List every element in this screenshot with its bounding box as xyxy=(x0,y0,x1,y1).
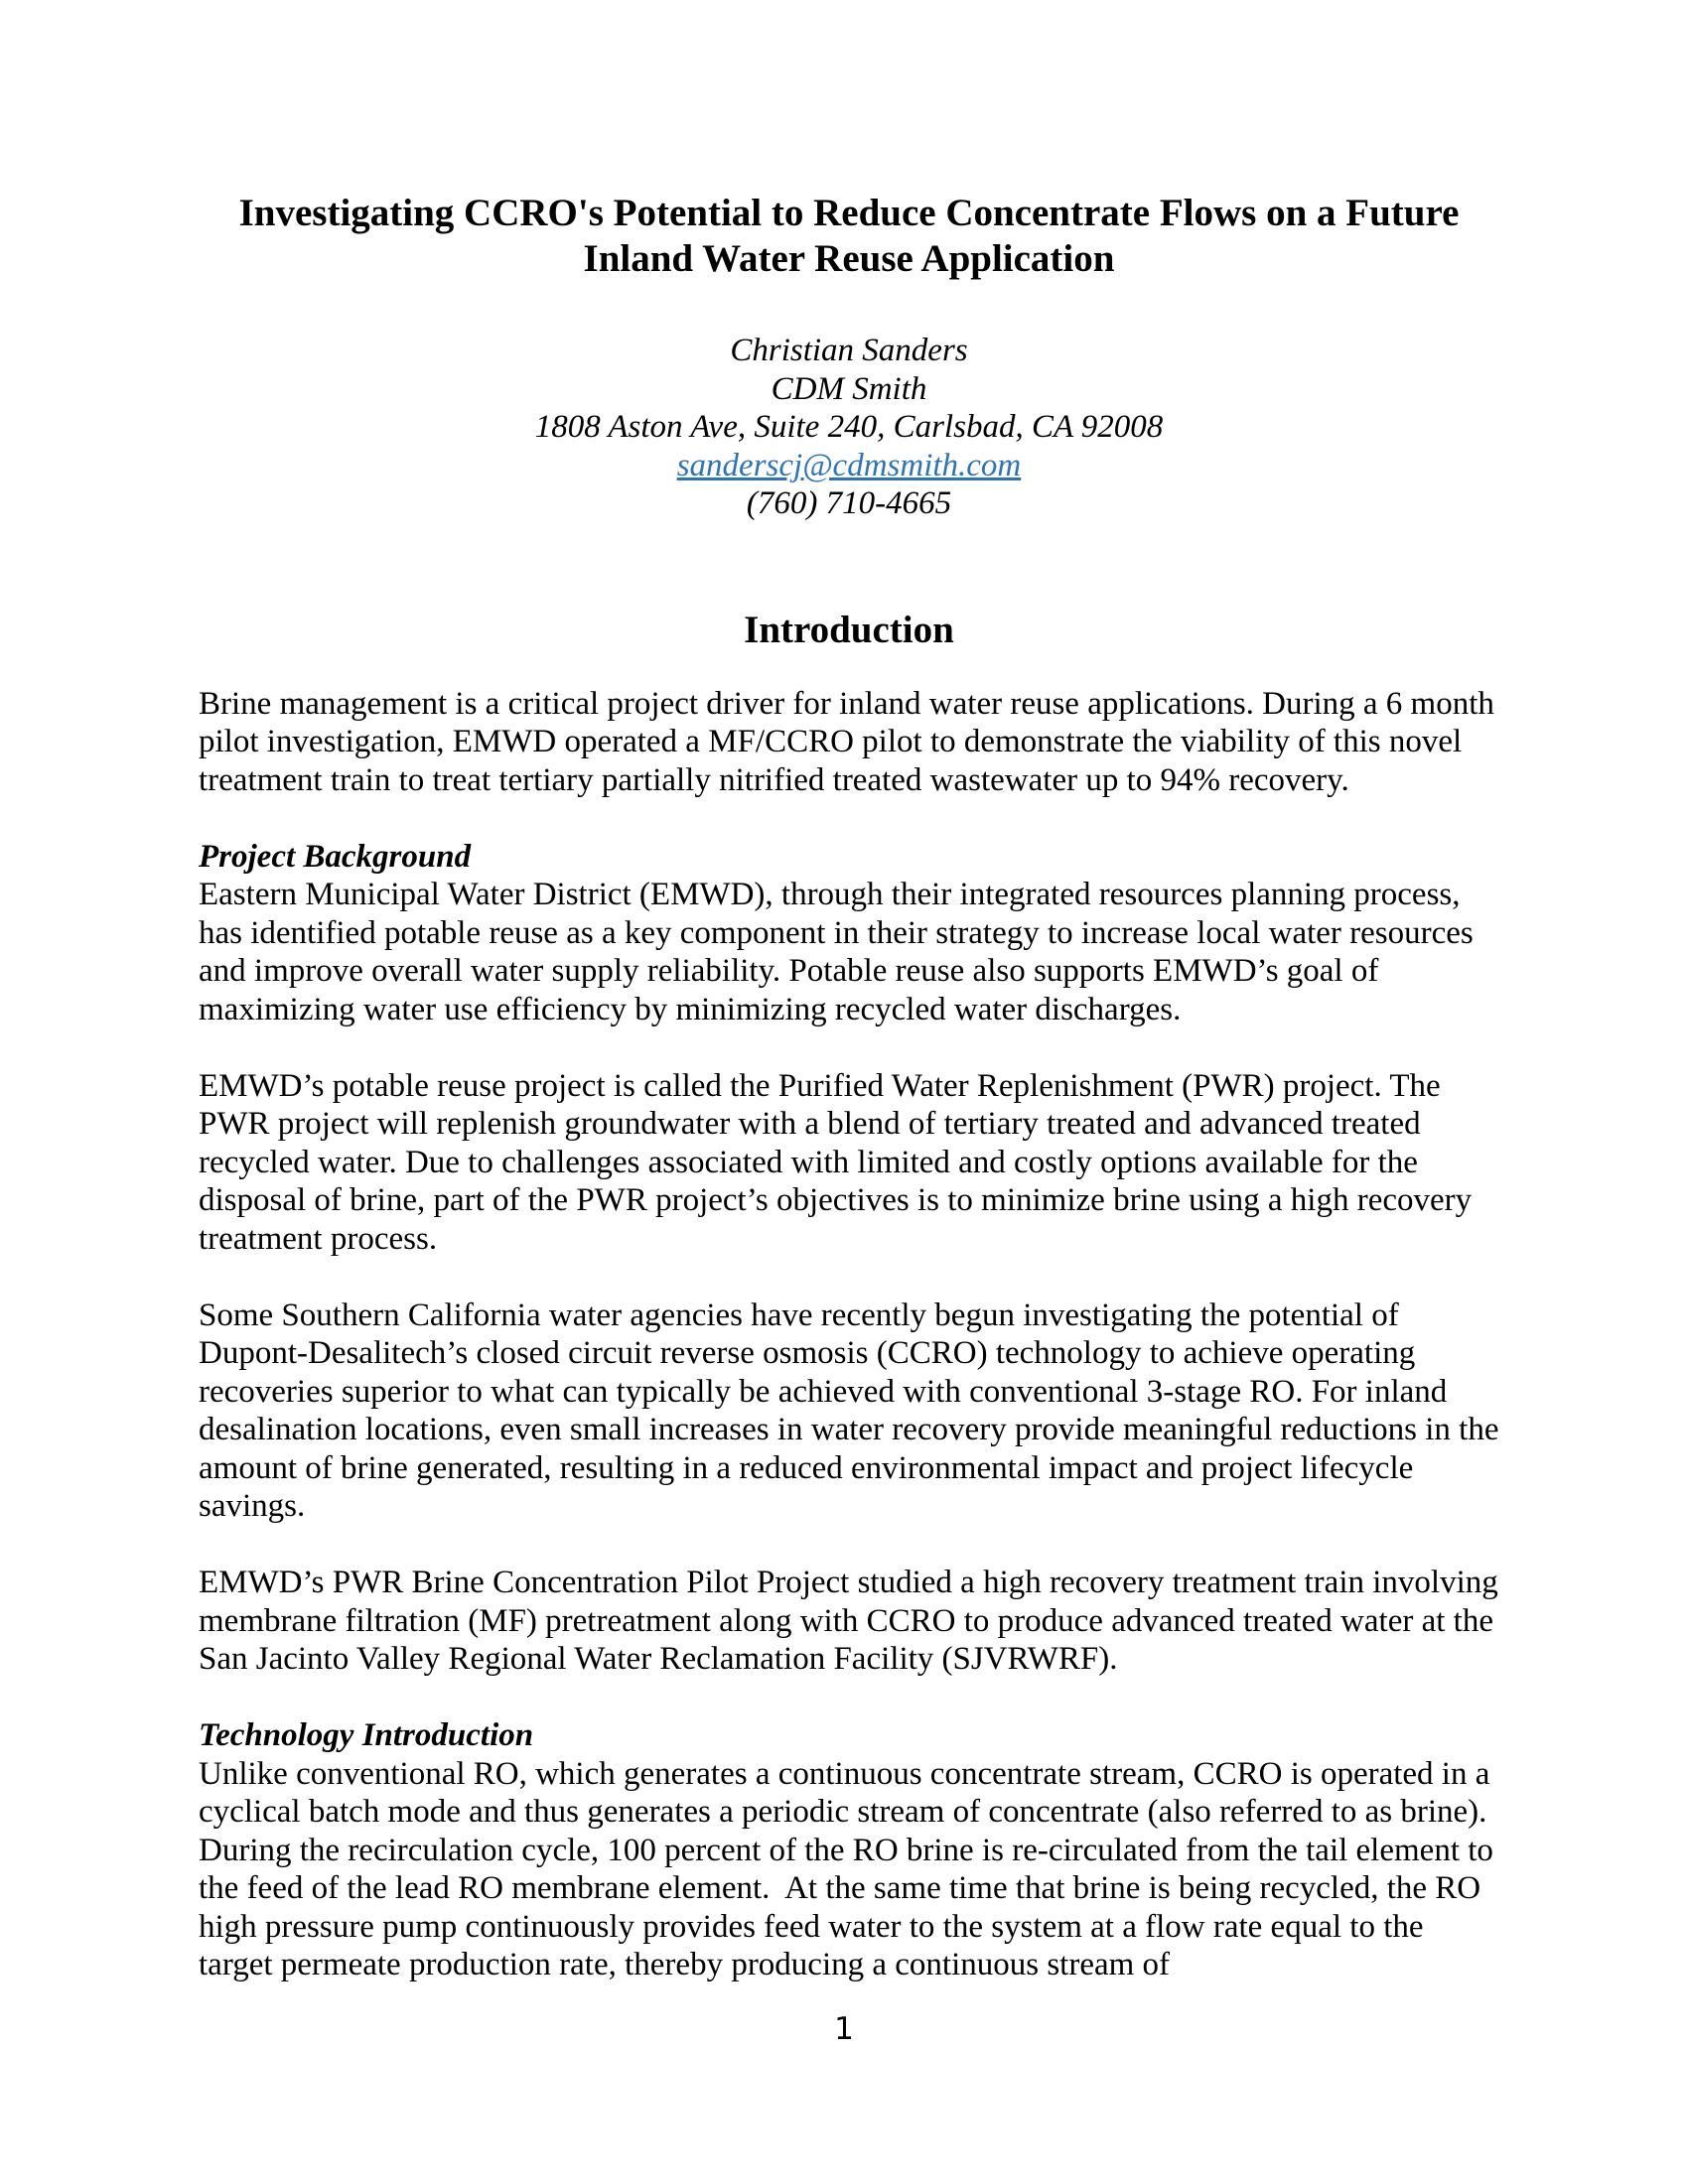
author-email-link[interactable]: sanderscj@cdmsmith.com xyxy=(676,447,1022,483)
paper-title-line-1: Investigating CCRO's Potential to Reduce Concentrate Flows on a Future xyxy=(238,192,1460,234)
section-heading-project-background: Project Background xyxy=(199,838,472,875)
author-block xyxy=(199,332,1499,523)
paragraph-project-background-4: EMWD’s PWR Brine Concentration Pilot Project studied a high recovery treatment train involving membrane filtration (MF) pretreatment along with CCRO to produce advanced treated water at the San Jacinto Valley Regional Water Reclamation Facility (SJVRWRF). xyxy=(199,1565,1506,1677)
paragraph-project-background-2: EMWD’s potable reuse project is called the Purified Water Replenishment (PWR) project. The PWR project will replenish groundwater with a blend of tertiary treated and advanced treated recycled water. Due to challenges associated with limited and costly options available for the disposal of brine, part of the PWR project’s objectives is to minimize brine using a high recovery treatment process. xyxy=(199,1067,1480,1257)
paragraph-project-background-1: Eastern Municipal Water District (EMWD), through their integrated resources planning process, has identified potable reuse as a key component in their strategy to increase local water resources and improve overall water supply reliability. Potable reuse also supports EMWD’s goal of maximizing water use efficiency by minimizing recycled water discharges. xyxy=(199,877,1481,1027)
author-address: 1808 Aston Ave, Suite 240, Carlsbad, CA 92008 xyxy=(534,409,1164,445)
paper-title xyxy=(199,191,1499,282)
author-affiliation: CDM Smith xyxy=(771,370,927,407)
section-heading-introduction: Introduction xyxy=(744,608,954,651)
paragraph-project-background-3: Some Southern California water agencies have recently begun investigating the potential of Dupont-Desalitech’s closed circuit reverse osmosis (CCRO) technology to achieve operating recoveries superior to what can typically be achieved with conventional 3-stage RO. For inland desalination locations, even small increases in water recovery provide meaningful reductions in the amount of brine generated, resulting in a reduced environmental impact and project lifecycle savings. xyxy=(199,1297,1507,1524)
paper-title-line-2: Inland Water Reuse Application xyxy=(583,237,1115,280)
section-heading-technology-introduction: Technology Introduction xyxy=(199,1717,534,1753)
author-phone: (760) 710-4665 xyxy=(746,485,952,521)
paragraph-technology-introduction: Unlike conventional RO, which generates a continuous concentrate stream, CCRO is operated in a cyclical batch mode and thus generates a periodic stream of concentrate (also referred to as brine). During the recirculation cycle, 100 percent of the RO brine is re-circulated from the tail element to the feed of the lead RO membrane element. At the same time that brine is being recycled, the RO high pressure pump continuously provides feed water to the system at a flow rate equal to the target permeate production rate, thereby producing a continuous stream of xyxy=(199,1755,1503,1982)
author-email-line xyxy=(199,447,1499,485)
paragraph-introduction: Brine management is a critical project driver for inland water reuse applications. During a 6 month pilot investigation, EMWD operated a MF/CCRO pilot to demonstrate the viability of this novel treatment train to treat tertiary partially nitrified treated wastewater up to 94% recovery. xyxy=(199,685,1503,798)
author-name: Christian Sanders xyxy=(730,333,968,368)
page-number: 1 xyxy=(834,2011,854,2047)
